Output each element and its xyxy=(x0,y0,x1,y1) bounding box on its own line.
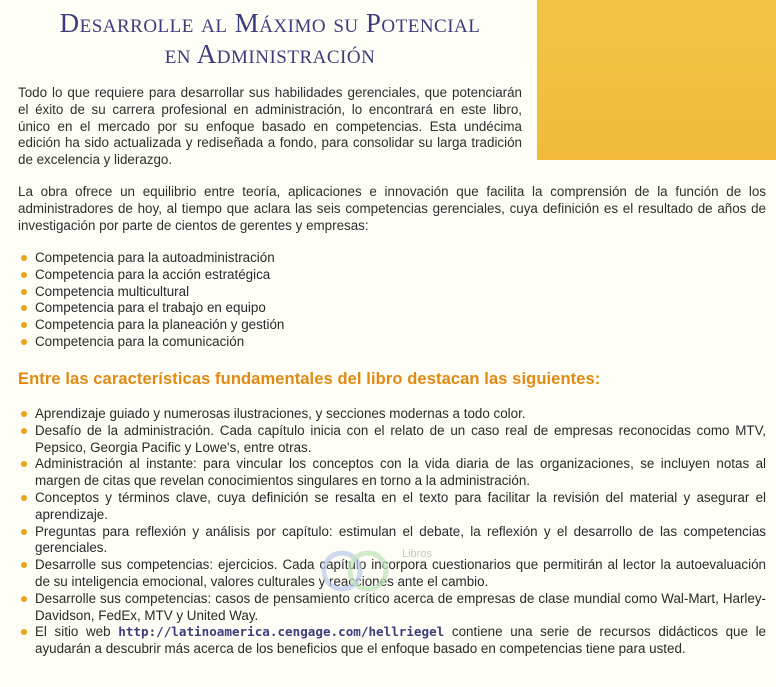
title-line-2: en Administración xyxy=(164,39,376,69)
feature-text: Preguntas para reflexión y análisis por capítulo: estimulan el debate, la reflexión y el desarrollo de las competencias gerenciales. xyxy=(35,523,766,556)
title-line-1: Desarrolle al Máximo su Potencial xyxy=(59,8,481,38)
list-item xyxy=(18,524,766,558)
feature-text: Desafío de la administración. Cada capítulo inicia con el relato de un caso real de empresas reconocidas como MTV, Pepsico, Georgia Pacific y Lowe's, entre otras. xyxy=(35,422,766,455)
competency-text: Competencia para la acción estratégica xyxy=(35,266,271,282)
list-item xyxy=(18,624,766,658)
list-item xyxy=(18,406,766,423)
competency-text: Competencia para la comunicación xyxy=(35,333,245,349)
list-item xyxy=(18,423,766,457)
competency-text: Competencia para la autoadministración xyxy=(35,250,275,265)
bullet-icon xyxy=(21,411,27,417)
bullet-icon xyxy=(21,428,27,434)
feature-text: Administración al instante: para vincular los conceptos con la vida diaria de las organizaciones, se incluyen notas al margen de citas que revelan conocimientos singulares en torno a la administración. xyxy=(35,456,766,489)
competencies-list xyxy=(18,250,538,351)
list-item xyxy=(18,317,538,334)
website-link[interactable]: http://latinoamerica.cengage.com/hellriegel xyxy=(118,624,445,640)
features-list xyxy=(18,406,766,658)
list-item xyxy=(18,591,766,625)
bullet-icon xyxy=(21,629,27,635)
bullet-icon xyxy=(21,305,27,311)
bullet-icon xyxy=(21,339,27,345)
bullet-icon xyxy=(21,596,27,602)
bullet-icon xyxy=(21,461,27,467)
list-item xyxy=(18,334,538,351)
bullet-icon xyxy=(21,495,27,501)
bullet-icon xyxy=(21,289,27,295)
feature-text: Desarrolle sus competencias: ejercicios. Cada capítulo incorpora cuestionarios que permitirán al lector la autoevaluación de su inteligencia emocional, valores culturales y reacciones ante el cambio. xyxy=(35,557,766,589)
bullet-icon xyxy=(21,562,27,568)
list-item xyxy=(18,557,766,591)
bullet-icon xyxy=(21,255,27,261)
list-item xyxy=(18,267,538,284)
competency-text: Competencia multicultural xyxy=(35,283,190,299)
list-item xyxy=(18,300,538,317)
feature-text: Desarrolle sus competencias: casos de pensamiento crítico acerca de empresas de clase mundial como Wal-Mart, Harley-Davidson, FedEx, MTV y United Way. xyxy=(35,590,766,623)
bullet-icon xyxy=(21,529,27,535)
bullet-icon xyxy=(21,272,27,278)
website-prefix: El sitio web xyxy=(35,624,119,640)
list-item xyxy=(18,250,538,267)
competency-text: Competencia para la planeación y gestión xyxy=(35,317,285,333)
list-item xyxy=(18,490,766,524)
list-item xyxy=(18,456,766,490)
watermark-text: Libros xyxy=(402,548,432,560)
bullet-icon xyxy=(21,322,27,328)
overview-paragraph: La obra ofrece un equilibrio entre teoría, aplicaciones e innovación que facilita la comprensión de la función de los administradores de hoy, al tiempo que aclara las seis competencias gerenciales, cuya definición es el resultado de años de investigación por parte de cientos de gerentes y empresas: xyxy=(18,184,766,233)
feature-text: Conceptos y términos clave, cuya definición se resalta en el texto para facilitar la revisión del material y asegurar el aprendizaje. xyxy=(35,489,766,522)
list-item xyxy=(18,284,538,301)
website-suffix: contiene una serie de recursos didácticos que le ayudarán a descubrir más acerca de los beneficios que el enfoque basado en competencias tiene para usted. xyxy=(35,624,766,657)
features-heading: Entre las características fundamentales del libro destacan las siguientes: xyxy=(18,370,601,388)
page-title xyxy=(0,8,540,70)
intro-paragraph: Todo lo que requiere para desarrollar sus habilidades gerenciales, que potenciarán el éxito de su carrera profesional en administración, lo encontrará en este libro, único en el mercado por su enfoque basado en competencias. Esta undécima edición ha sido actualizada y rediseñada a fondo, para consolidar su larga tradición de excelencia y liderazgo. xyxy=(18,85,522,168)
competency-text: Competencia para el trabajo en equipo xyxy=(35,300,266,316)
feature-text: Aprendizaje guiado y numerosas ilustraciones, y secciones modernas a todo color. xyxy=(35,406,526,421)
yellow-corner-block xyxy=(537,0,776,160)
